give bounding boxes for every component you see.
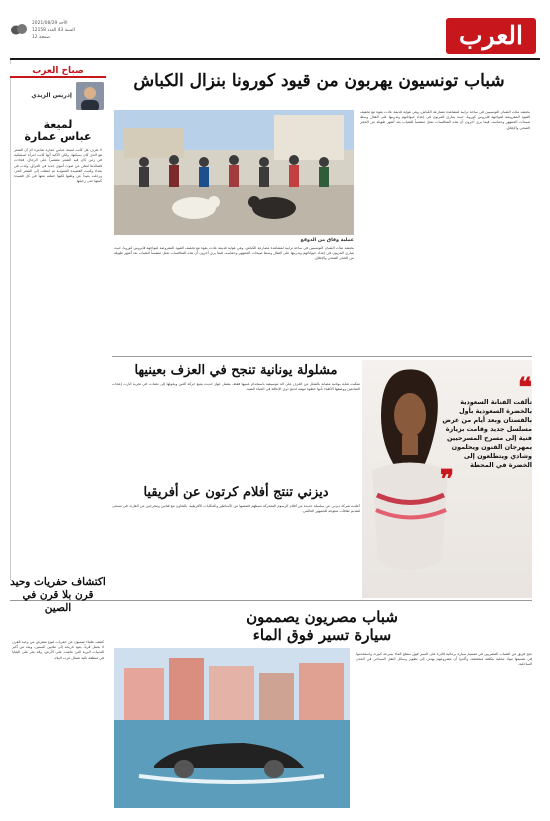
quote-open-icon: ❝ bbox=[518, 373, 532, 403]
column-title: لميعة bbox=[43, 118, 73, 131]
disney-headline: ديزني تنتج أفلام كرتون عن أفريقيا bbox=[143, 485, 329, 500]
lead-body-continued: يحتشد مئات الشبان التونسيين في ساحة ترابية لمشاهدة مصارعة الكباش، وهي هواية قديمة عادت بقوة مع تخفيف القيود المفروضة لمواجهة فايروس كورونا، حيث يتبارى المربون في إعداد حيواناتهم وتدريبها على القتال وسط صيحات الجمهور وحماسه، فيما يرى آخرون أن هذه المنافسات تمثل متنفساً للشباب بعد أشهر طويلة من الحجر الصحي والإغلاق. bbox=[114, 246, 354, 261]
greek-headline: مشلولة يونانية تنجح في العزف بعينيها bbox=[134, 363, 338, 378]
quote-close-icon: ❞ bbox=[440, 465, 454, 495]
lead-headline: شباب تونسيون يهربون من قيود كورونا بنزال الكباش bbox=[133, 71, 505, 91]
china-headline: اكتشاف حفريات وحيد قرن بلا قرن في الصين bbox=[10, 576, 106, 614]
greek-body: تمكنت شابة يونانية مصابة بالشلل من العزف على آلة موسيقية باستخدام عينيها فقط، بفضل جهاز حديث يتتبع حركة العين ويحولها إلى نغمات، في تجربة أثارت إعجاب المتابعين ووصفها الأطباء بأنها خطوة مهمة لدمج ذوي الإعاقة في الحياة الفنية. bbox=[112, 382, 360, 392]
goats-caption: عملية وفاق من الدوقع bbox=[300, 238, 354, 243]
column-title-name: عباس عمارة bbox=[24, 130, 92, 143]
issue-date: 2021/08/29 الأحد bbox=[32, 21, 68, 26]
amphibious-car-photo bbox=[114, 648, 350, 808]
egypt-body: نجح فريق من الشباب المصريين في تصميم سيارة برمائية قادرة على السير فوق سطح الماء بسرعة كبيرة، واستخدموا في تصنيعها مواد محلية بتكلفة منخفضة، وأكدوا أن مشروعهم يهدف إلى تطوير وسائل النقل السياحي في المدن الساحلية. bbox=[356, 652, 532, 667]
egypt-headline: شباب مصريون يصممون bbox=[246, 608, 398, 626]
china-body: كشف علماء صينيون عن حفريات لنوع منقرض من وحيد القرن لا يحمل قرناً، يعود تاريخه إلى ملايين السنين، ويعد من أكبر الثدييات البرية التي عاشت على الأرض، وقد عثر على البقايا في منطقة نائية شمال غرب البلاد. bbox=[12, 640, 104, 660]
disney-body: أعلنت شركة ديزني عن سلسلة جديدة من أفلام الرسوم المتحركة تستلهم قصصها من الأساطير والحكايات الأفريقية، بالتعاون مع فنانين ومخرجين من القارة، في مسعى لتقديم ثقافات متنوعة للجمهور العالمي. bbox=[112, 504, 360, 514]
section-divider bbox=[112, 356, 532, 357]
column-body: لا تعرف هل كانت لميعة عباس عمارة شاعرة أم أن الشعر هو الذي كان يسكنها، ولكن الأكيد أنها كانت امرأة استثنائية في زمن كان فيه الشعر مقتصراً على الرجال، فجاءت قصائدها لتعلن عن صوت أنثوي جديد في العراق. ولدت في بغداد وكتبت القصيدة العمودية ثم انتقلت إلى الشعر الحر، ورحلت بعيداً عن وطنها لكنها حملته معها في كل قصيدة كتبتها حتى رحيلها. bbox=[14, 148, 102, 184]
pull-quote bbox=[440, 373, 532, 578]
newspaper-logo: العرب bbox=[446, 18, 536, 54]
lead-body: يحتشد مئات الشبان التونسيين في ساحة ترابية لمشاهدة مصارعة الكباش، وهي هواية قديمة عادت بقوة مع تخفيف القيود المفروضة لمواجهة فايروس كورونا، حيث يتبارى المربون في إعداد حيواناتهم وتدريبها على القتال وسط صيحات الجمهور وحماسه، فيما يرى آخرون أن هذه المنافسات تمثل متنفساً للشباب بعد أشهر طويلة من الحجر الصحي والإغلاق. bbox=[360, 110, 530, 130]
column-section-title: صباح العرب bbox=[10, 64, 106, 78]
author-name: إدريس الزيدي bbox=[31, 92, 72, 99]
goats-photo bbox=[114, 110, 354, 235]
quote-text: تألقت الفنانة السعودية بالخضرة السعودية بأول بالفستان وبعد أيام من عرض مسلسل جديد وقامت بزيارة فنية إلى مسرح المسرحيين بمهرجان الفنون ويحلمون وشادي ويتطلعون إلى الخضرة في المحطة bbox=[442, 398, 532, 469]
masthead bbox=[0, 0, 550, 58]
author-photo bbox=[76, 82, 104, 110]
issue-pages: 12 صفحة bbox=[32, 35, 51, 40]
egypt-headline-line2: سيارة تسير فوق الماء bbox=[252, 626, 392, 644]
cloud-icon bbox=[10, 23, 28, 35]
issue-meta bbox=[32, 20, 102, 41]
issue-number: السنة 43 العدد 12158 bbox=[32, 28, 75, 33]
